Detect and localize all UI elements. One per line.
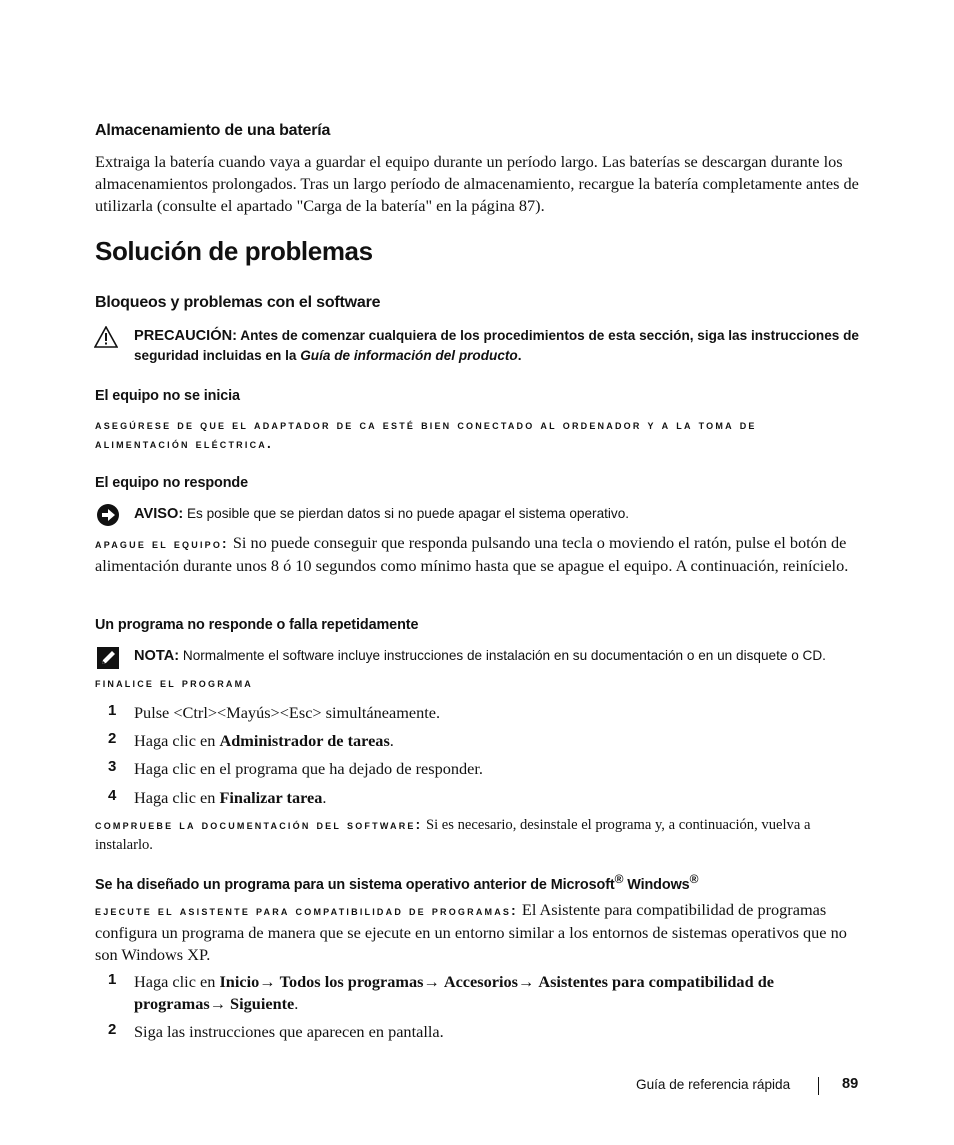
menu-path-all-programs: Todos los programas [279, 972, 424, 991]
compat-wizard-paragraph [95, 899, 865, 966]
step-number: 1 [108, 971, 117, 988]
step-text-pre: Haga clic en [134, 731, 220, 750]
step-text-bold: Finalizar tarea [219, 788, 323, 807]
end-program-lead: finalice el programa [95, 675, 253, 690]
no-start-heading: El equipo no se inicia [95, 388, 240, 404]
menu-path-accessories: Accesorios [443, 972, 518, 991]
step-text-pre: Pulse <Ctrl><Mayús><Esc> simultáneamente. [134, 703, 441, 722]
menu-path-start: Inicio [219, 972, 260, 991]
step-number: 3 [108, 758, 117, 775]
program-hang-heading: Un programa no responde o falla repetidamente [95, 617, 419, 633]
caution-label: PRECAUCIÓN: [134, 328, 237, 344]
page-number: 89 [842, 1076, 859, 1092]
step-number: 1 [108, 702, 117, 719]
arrow-icon: → [423, 972, 440, 991]
list-item [108, 787, 327, 807]
compat-wizard-text: El Asistente para compatibilidad de programas configura un programa de manera que se ejecute en un entorno similar a los entornos de sistemas operativos que no son Windows XP. [95, 900, 847, 964]
step-number: 4 [108, 787, 117, 804]
arrow-icon: → [259, 972, 276, 991]
notice-icon [96, 503, 120, 527]
power-off-lead: apague el equipo: [95, 536, 229, 551]
step-text-bold: Administrador de tareas [219, 731, 390, 750]
arrow-icon: → [517, 972, 535, 991]
registered-mark: ® [614, 872, 624, 886]
step-text [134, 787, 326, 809]
battery-storage-heading: Almacenamiento de una batería [95, 122, 331, 139]
arrow-icon: → [209, 994, 226, 1013]
caution-italic: Guía de información del producto [300, 348, 518, 363]
notice-note [134, 506, 629, 522]
list-item [108, 730, 394, 750]
note-text: Normalmente el software incluye instrucciones de instalación en su documentación o en un disquete o CD. [182, 648, 826, 663]
menu-path-compat: Asistentes para compatibilidad de [538, 972, 774, 991]
no-start-instruction: asegúrese de que el adaptador de ca esté bien conectado al ordenador y a la toma de alimentación eléctrica. [95, 417, 757, 451]
footer-guide-title: Guía de referencia rápida [636, 1077, 791, 1092]
step-text-post: . [389, 731, 394, 750]
step-text-pre: Haga clic en el programa que ha dejado de responder. [134, 759, 483, 778]
menu-path-next: Siguiente [230, 994, 295, 1013]
notice-label: AVISO: [134, 506, 184, 522]
page-title: Solución de problemas [95, 236, 373, 266]
step-number: 2 [108, 1021, 117, 1038]
no-response-heading: El equipo no responde [95, 475, 249, 491]
step-text: Haga clic en Inicio→ Todos los programas→ Accesorios→ Asistentes para compatibilidad de programas→ Siguiente. [134, 972, 774, 1013]
step-text [134, 730, 394, 752]
registered-mark: ® [689, 872, 699, 886]
caution-end: . [517, 348, 522, 363]
caution-icon [94, 326, 118, 348]
list-item [108, 758, 483, 778]
power-off-text: Si no puede conseguir que responda pulsando una tecla o moviendo el ratón, pulse el botón de alimentación durante unos 8 ó 10 segundos como mínimo hasta que se apague el equipo. A continuación, reinícielo. [95, 533, 849, 575]
check-docs-text: Si es necesario, desinstale el programa y, a continuación, vuelva a instalarlo. [95, 817, 811, 853]
subsection-title: Bloqueos y problemas con el software [95, 294, 381, 311]
check-docs-paragraph [95, 815, 865, 855]
note-pencil-icon [96, 646, 120, 670]
list-item [108, 971, 774, 1013]
footer-divider [818, 1077, 819, 1095]
note-label: NOTA: [134, 648, 180, 664]
compat-wizard-lead: ejecute el asistente para compatibilidad de programas: [95, 903, 518, 918]
step-text-pre: Haga clic en [134, 788, 220, 807]
list-item [108, 1021, 444, 1041]
windows-heading-mid: Windows [623, 876, 690, 893]
step-text [134, 702, 440, 724]
power-off-paragraph [95, 532, 865, 577]
note-note [134, 648, 826, 664]
step-text-post: . [322, 788, 327, 807]
menu-path-programs: programas [134, 994, 210, 1013]
caution-note [134, 326, 864, 366]
notice-text: Es posible que se pierdan datos si no puede apagar el sistema operativo. [186, 506, 630, 521]
check-docs-lead: compruebe la documentación del software: [95, 817, 423, 832]
step-text [134, 758, 483, 780]
windows-compat-heading [95, 872, 698, 893]
battery-storage-paragraph: Extraiga la batería cuando vaya a guardar el equipo durante un período largo. Las baterías se descargan durante los almacenamientos prolongados. Tras un largo período de almacenamiento, recargue la batería completamente antes de utilizarla (consulte el apartado "Carga de la batería" en la página 87). [95, 152, 859, 215]
caution-text: Antes de comenzar cualquiera de los procedimientos de esta sección, siga las instrucciones de seguridad incluidas en la [134, 328, 859, 363]
step-text-pre: Haga clic en [134, 972, 220, 991]
step-text: Siga las instrucciones que aparecen en pantalla. [134, 1022, 444, 1041]
windows-heading-pre: Se ha diseñado un programa para un sistema operativo anterior de Microsoft [95, 876, 615, 893]
step-number: 2 [108, 730, 117, 747]
list-item [108, 702, 441, 722]
